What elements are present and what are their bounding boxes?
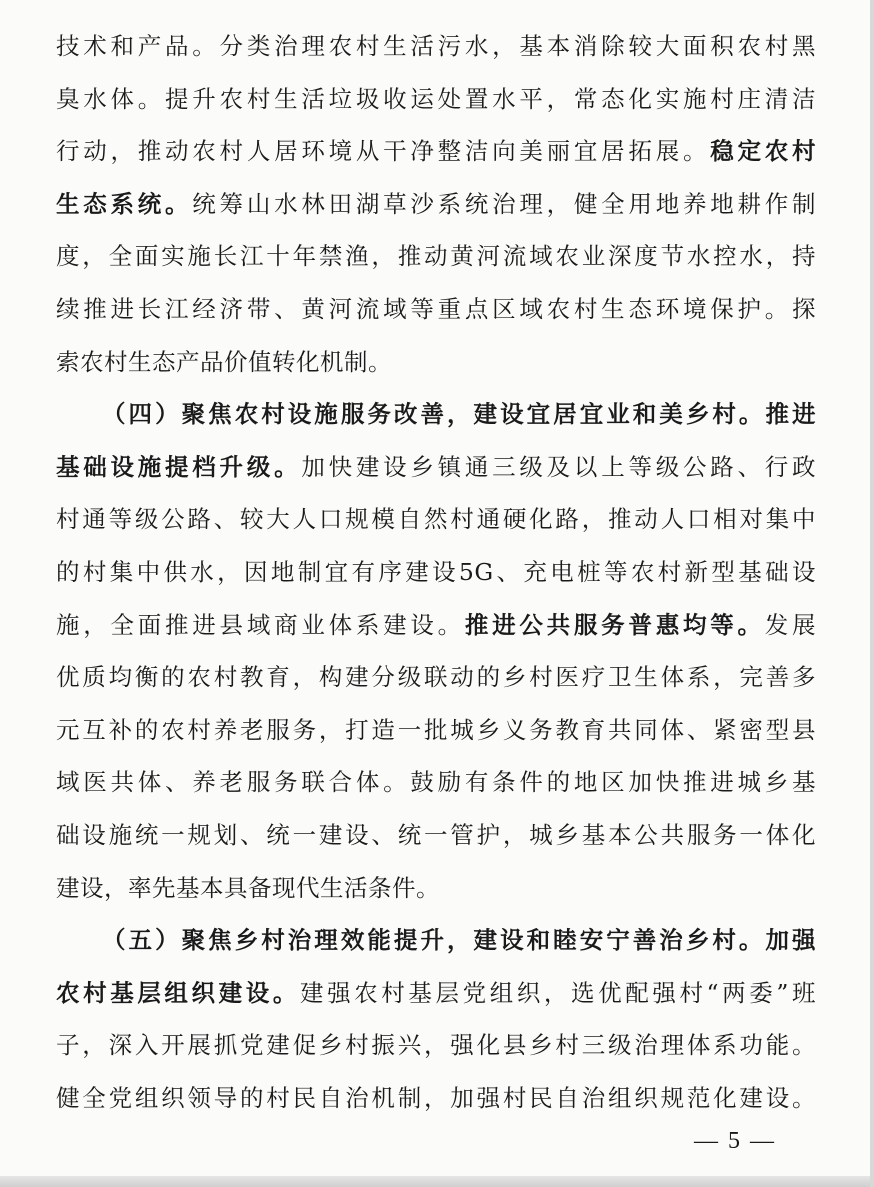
bold-text: 生态系统。 [56, 189, 193, 218]
bold-text: 基础设施提档升级。 [56, 452, 302, 481]
text-line [56, 967, 816, 1020]
text-run: 村通等级公路、较大人口规模自然村通硬化路，推动人口相对集中 [56, 505, 816, 534]
text-line [56, 283, 816, 336]
text-run: 的村集中供水，因地制宜有序建设5G、充电桩等农村新型基础设 [56, 557, 816, 586]
bold-text: 稳定农村 [710, 137, 817, 166]
text-line [56, 809, 816, 862]
text-run: 统筹山水林田湖草沙系统治理，健全用地养地耕作制 [192, 189, 816, 218]
text-run: 行动，推动农村人居环境从干净整洁向美丽宜居拓展。 [56, 137, 711, 166]
text-line [56, 493, 816, 546]
text-line [56, 388, 816, 441]
bold-text: （五）聚焦乡村治理效能提升，建设和睦安宁善治乡村。加强 [102, 926, 816, 955]
text-run: 索农村生态产品价值转化机制。 [56, 347, 392, 376]
text-line [56, 178, 816, 231]
text-run: 度，全面实施长江十年禁渔，推动黄河流域农业深度节水控水，持 [56, 242, 816, 271]
text-run: 续推进长江经济带、黄河流域等重点区域农村生态环境保护。探 [56, 294, 816, 323]
text-run: 元互补的农村养老服务，打造一批城乡义务教育共同体、紧密型县 [56, 715, 816, 744]
text-run: 施，全面推进县域商业体系建设。 [56, 610, 465, 639]
text-line [56, 914, 816, 967]
text-run: 域医共体、养老服务联合体。鼓励有条件的地区加快推进城乡基 [56, 768, 816, 797]
text-run: 臭水体。提升农村生活垃圾收运处置水平，常态化实施村庄清洁 [56, 84, 816, 113]
text-line [56, 230, 816, 283]
text-line [56, 704, 816, 757]
text-run: 础设施统一规划、统一建设、统一管护，城乡基本公共服务一体化 [56, 820, 816, 849]
text-run: 加快建设乡镇通三级及以上等级公路、行政 [301, 452, 817, 481]
text-line [56, 599, 816, 652]
text-line [56, 441, 816, 494]
page-bottom-edge [0, 1176, 874, 1187]
text-run: 发展 [764, 610, 817, 639]
text-line [56, 125, 816, 178]
text-line [56, 756, 816, 809]
text-line [56, 20, 816, 73]
text-run: 子，深入开展抓党建促乡村振兴，强化县乡村三级治理体系功能。 [56, 1031, 816, 1060]
text-run: 技术和产品。分类治理农村生活污水，基本消除较大面积农村黑 [56, 32, 816, 60]
bold-text: 农村基层组织建设。 [56, 978, 300, 1007]
text-line [56, 73, 816, 126]
page-number: — 5 — [694, 1128, 776, 1154]
text-line [56, 336, 816, 389]
text-run: 优质均衡的农村教育，构建分级联动的乡村医疗卫生体系，完善多 [56, 663, 816, 692]
text-run: 建设，率先基本具备现代生活条件。 [56, 873, 440, 902]
bold-text: 推进公共服务普惠均等。 [464, 610, 765, 639]
text-line [56, 651, 816, 704]
text-run: 建强农村基层党组织，选优配强村“两委”班 [299, 978, 817, 1007]
body-text [56, 20, 816, 1124]
text-line [56, 862, 816, 915]
text-line [56, 1072, 816, 1125]
bold-text: （四）聚焦农村设施服务改善，建设宜居宜业和美乡村。推进 [102, 400, 816, 429]
text-line [56, 546, 816, 599]
page-right-edge [870, 0, 874, 1187]
text-run: 健全党组织领导的村民自治机制，加强村民自治组织规范化建设。 [56, 1083, 816, 1112]
text-line [56, 1019, 816, 1072]
